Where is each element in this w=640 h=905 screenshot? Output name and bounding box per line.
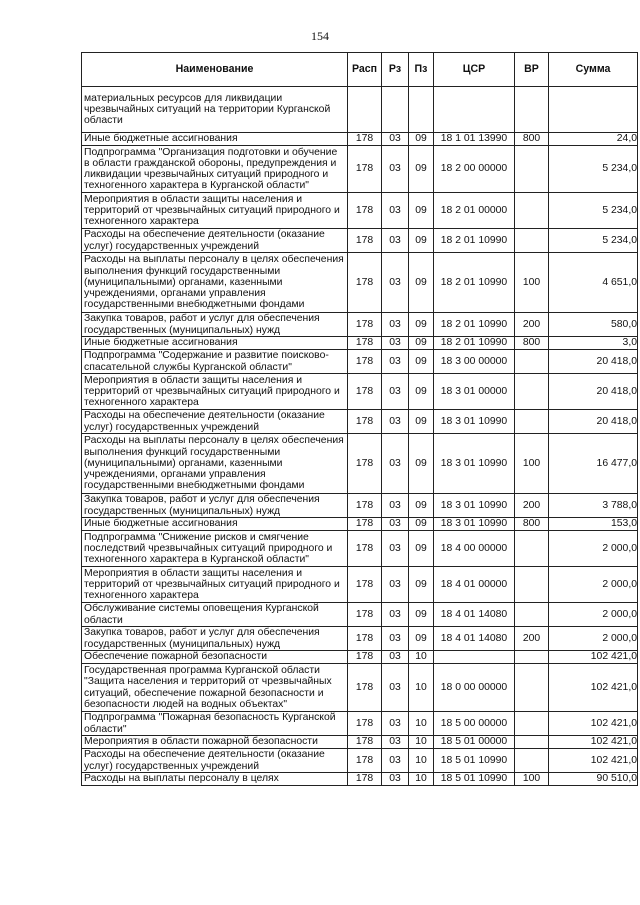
cell-rasp: 178 [348,627,382,651]
cell-csr [434,87,515,133]
cell-rz: 03 [382,410,409,434]
cell-sum: 5 234,0 [549,229,638,253]
cell-rasp: 178 [348,374,382,410]
cell-rz: 03 [382,518,409,531]
cell-csr: 18 0 00 00000 [434,664,515,712]
cell-rasp: 178 [348,146,382,193]
cell-sum: 153,0 [549,518,638,531]
cell-pz: 10 [409,749,434,773]
table-row [82,773,638,786]
cell-sum: 580,0 [549,313,638,337]
cell-rasp: 178 [348,337,382,350]
cell-csr: 18 3 00 00000 [434,350,515,374]
cell-sum: 16 477,0 [549,434,638,494]
cell-csr: 18 2 01 10990 [434,229,515,253]
cell-csr: 18 3 01 10990 [434,434,515,494]
cell-rasp: 178 [348,651,382,664]
cell-sum: 24,0 [549,133,638,146]
cell-vr [515,87,549,133]
cell-rz: 03 [382,337,409,350]
cell-rasp: 178 [348,664,382,712]
cell-rasp: 178 [348,749,382,773]
cell-vr [515,193,549,229]
cell-name: Закупка товаров, работ и услуг для обеспечения государственных (муниципальных) нужд [82,627,348,651]
cell-vr [515,350,549,374]
cell-sum: 102 421,0 [549,651,638,664]
cell-vr [515,603,549,627]
table-row [82,531,638,567]
cell-rasp: 178 [348,494,382,518]
cell-rasp: 178 [348,193,382,229]
cell-sum: 4 651,0 [549,253,638,313]
cell-csr: 18 4 01 14080 [434,627,515,651]
table-row [82,494,638,518]
cell-pz: 10 [409,712,434,736]
cell-pz: 09 [409,434,434,494]
cell-rasp: 178 [348,567,382,603]
cell-rasp: 178 [348,350,382,374]
cell-vr [515,736,549,749]
cell-name: Закупка товаров, работ и услуг для обеспечения государственных (муниципальных) нужд [82,494,348,518]
cell-rasp: 178 [348,531,382,567]
cell-pz: 09 [409,253,434,313]
cell-vr: 200 [515,494,549,518]
cell-pz: 09 [409,133,434,146]
cell-rasp: 178 [348,434,382,494]
cell-pz: 09 [409,531,434,567]
cell-name: Расходы на выплаты персоналу в целях [82,773,348,786]
cell-pz: 09 [409,146,434,193]
cell-rasp: 178 [348,229,382,253]
cell-name: Обслуживание системы оповещения Курганской области [82,603,348,627]
header-csr: ЦСР [434,53,515,87]
table-row [82,627,638,651]
cell-pz: 09 [409,410,434,434]
cell-vr [515,712,549,736]
cell-rasp: 178 [348,518,382,531]
cell-rz: 03 [382,749,409,773]
cell-csr: 18 3 01 10990 [434,494,515,518]
table-row [82,133,638,146]
cell-sum: 102 421,0 [549,749,638,773]
cell-rz: 03 [382,736,409,749]
cell-vr: 200 [515,627,549,651]
cell-pz: 09 [409,193,434,229]
cell-sum: 90 510,0 [549,773,638,786]
cell-rz: 03 [382,531,409,567]
cell-rasp: 178 [348,736,382,749]
cell-name: Расходы на выплаты персоналу в целях обеспечения выполнения функций государственными (муниципальными) органами, казенными учреждениями, органами управления государственными внебюджетными фондами [82,434,348,494]
table-row [82,567,638,603]
cell-name: Подпрограмма "Организация подготовки и обучение в области гражданской обороны, предупреждения и ликвидации чрезвычайных ситуаций природного и техногенного характера в Курганской области" [82,146,348,193]
cell-rz: 03 [382,651,409,664]
cell-vr [515,664,549,712]
cell-sum: 5 234,0 [549,146,638,193]
table-row [82,146,638,193]
cell-name: Расходы на обеспечение деятельности (оказание услуг) государственных учреждений [82,229,348,253]
cell-name: Мероприятия в области пожарной безопасности [82,736,348,749]
table-row [82,603,638,627]
cell-pz: 09 [409,518,434,531]
cell-rz: 03 [382,313,409,337]
cell-csr: 18 4 00 00000 [434,531,515,567]
cell-csr: 18 2 00 00000 [434,146,515,193]
table-row [82,374,638,410]
cell-pz [409,87,434,133]
cell-vr: 100 [515,773,549,786]
cell-csr: 18 2 01 10990 [434,313,515,337]
cell-sum: 20 418,0 [549,410,638,434]
cell-name: Мероприятия в области защиты населения и территорий от чрезвычайных ситуаций природного и техногенного характера [82,193,348,229]
page-number: 154 [311,29,329,43]
cell-rz: 03 [382,146,409,193]
cell-vr: 100 [515,253,549,313]
cell-rz: 03 [382,133,409,146]
header-row [82,53,638,87]
cell-pz: 09 [409,567,434,603]
header-pz: Пз [409,53,434,87]
cell-rasp: 178 [348,603,382,627]
cell-vr [515,749,549,773]
cell-csr: 18 2 01 10990 [434,337,515,350]
table-row [82,736,638,749]
cell-vr [515,651,549,664]
table-row [82,87,638,133]
cell-vr [515,531,549,567]
cell-name: Иные бюджетные ассигнования [82,518,348,531]
cell-name: Обеспечение пожарной безопасности [82,651,348,664]
table-row [82,434,638,494]
cell-csr: 18 3 01 10990 [434,410,515,434]
header-rasp: Расп [348,53,382,87]
cell-pz: 09 [409,603,434,627]
cell-sum: 102 421,0 [549,736,638,749]
table-row [82,313,638,337]
cell-csr: 18 4 01 00000 [434,567,515,603]
cell-pz: 09 [409,229,434,253]
cell-rz: 03 [382,193,409,229]
header-sum: Сумма [549,53,638,87]
cell-name: Подпрограмма "Пожарная безопасность Курганской области" [82,712,348,736]
cell-sum: 2 000,0 [549,531,638,567]
cell-rz: 03 [382,712,409,736]
cell-name: Расходы на выплаты персоналу в целях обеспечения выполнения функций государственными (муниципальными) органами, казенными учреждениями, органами управления государственными внебюджетными фондами [82,253,348,313]
cell-sum: 102 421,0 [549,712,638,736]
cell-name: Расходы на обеспечение деятельности (оказание услуг) государственных учреждений [82,749,348,773]
cell-sum: 2 000,0 [549,603,638,627]
cell-csr: 18 1 01 13990 [434,133,515,146]
cell-name: Закупка товаров, работ и услуг для обеспечения государственных (муниципальных) нужд [82,313,348,337]
cell-rz: 03 [382,229,409,253]
cell-vr [515,146,549,193]
cell-rz: 03 [382,253,409,313]
cell-csr: 18 2 01 00000 [434,193,515,229]
cell-sum: 3 788,0 [549,494,638,518]
cell-vr [515,374,549,410]
cell-sum: 20 418,0 [549,350,638,374]
cell-sum: 20 418,0 [549,374,638,410]
cell-vr [515,410,549,434]
cell-vr: 800 [515,133,549,146]
budget-table [81,52,638,786]
cell-csr: 18 5 01 10990 [434,773,515,786]
table-row [82,749,638,773]
cell-pz: 09 [409,374,434,410]
table-row [82,253,638,313]
cell-name: Расходы на обеспечение деятельности (оказание услуг) государственных учреждений [82,410,348,434]
cell-pz: 09 [409,494,434,518]
cell-rz: 03 [382,350,409,374]
table-row [82,410,638,434]
table-row [82,518,638,531]
cell-csr: 18 2 01 10990 [434,253,515,313]
cell-name: Иные бюджетные ассигнования [82,337,348,350]
header-rz: Рз [382,53,409,87]
cell-csr: 18 4 01 14080 [434,603,515,627]
cell-sum: 5 234,0 [549,193,638,229]
cell-rasp: 178 [348,773,382,786]
cell-csr: 18 3 01 10990 [434,518,515,531]
cell-vr: 100 [515,434,549,494]
cell-pz: 09 [409,337,434,350]
cell-vr: 800 [515,337,549,350]
cell-csr: 18 3 01 00000 [434,374,515,410]
cell-name: Иные бюджетные ассигнования [82,133,348,146]
table-row [82,193,638,229]
cell-sum: 2 000,0 [549,627,638,651]
cell-name: Мероприятия в области защиты населения и территорий от чрезвычайных ситуаций природного и техногенного характера [82,374,348,410]
cell-rz: 03 [382,627,409,651]
table-row [82,651,638,664]
cell-rasp: 178 [348,712,382,736]
cell-rz: 03 [382,603,409,627]
header-vr: ВР [515,53,549,87]
cell-vr: 200 [515,313,549,337]
cell-sum: 102 421,0 [549,664,638,712]
cell-sum [549,87,638,133]
table-row [82,664,638,712]
cell-pz: 10 [409,664,434,712]
cell-rasp: 178 [348,253,382,313]
cell-csr [434,651,515,664]
cell-rz: 03 [382,567,409,603]
cell-rz: 03 [382,773,409,786]
cell-sum: 3,0 [549,337,638,350]
cell-rasp: 178 [348,133,382,146]
cell-vr: 800 [515,518,549,531]
cell-name: Подпрограмма "Содержание и развитие поисково-спасательной службы Курганской области" [82,350,348,374]
cell-rz [382,87,409,133]
cell-vr [515,229,549,253]
cell-rz: 03 [382,374,409,410]
cell-vr [515,567,549,603]
cell-pz: 10 [409,651,434,664]
cell-name: Мероприятия в области защиты населения и территорий от чрезвычайных ситуаций природного и техногенного характера [82,567,348,603]
cell-rz: 03 [382,494,409,518]
cell-pz: 10 [409,773,434,786]
cell-pz: 09 [409,313,434,337]
cell-csr: 18 5 01 10990 [434,749,515,773]
cell-pz: 10 [409,736,434,749]
cell-rz: 03 [382,664,409,712]
table-row [82,350,638,374]
cell-rasp [348,87,382,133]
table-row [82,229,638,253]
cell-name: материальных ресурсов для ликвидации чрезвычайных ситуаций на территории Курганской области [82,87,348,133]
header-name: Наименование [82,53,348,87]
cell-name: Подпрограмма "Снижение рисков и смягчение последствий чрезвычайных ситуаций природного и техногенного характера в Курганской области" [82,531,348,567]
cell-rz: 03 [382,434,409,494]
table-row [82,712,638,736]
table-row [82,337,638,350]
cell-rasp: 178 [348,410,382,434]
cell-rasp: 178 [348,313,382,337]
cell-pz: 09 [409,627,434,651]
cell-pz: 09 [409,350,434,374]
cell-csr: 18 5 01 00000 [434,736,515,749]
cell-name: Государственная программа Курганской области "Защита населения и территорий от чрезвычайных ситуаций, обеспечение пожарной безопасности и безопасности людей на водных объектах" [82,664,348,712]
cell-csr: 18 5 00 00000 [434,712,515,736]
cell-sum: 2 000,0 [549,567,638,603]
